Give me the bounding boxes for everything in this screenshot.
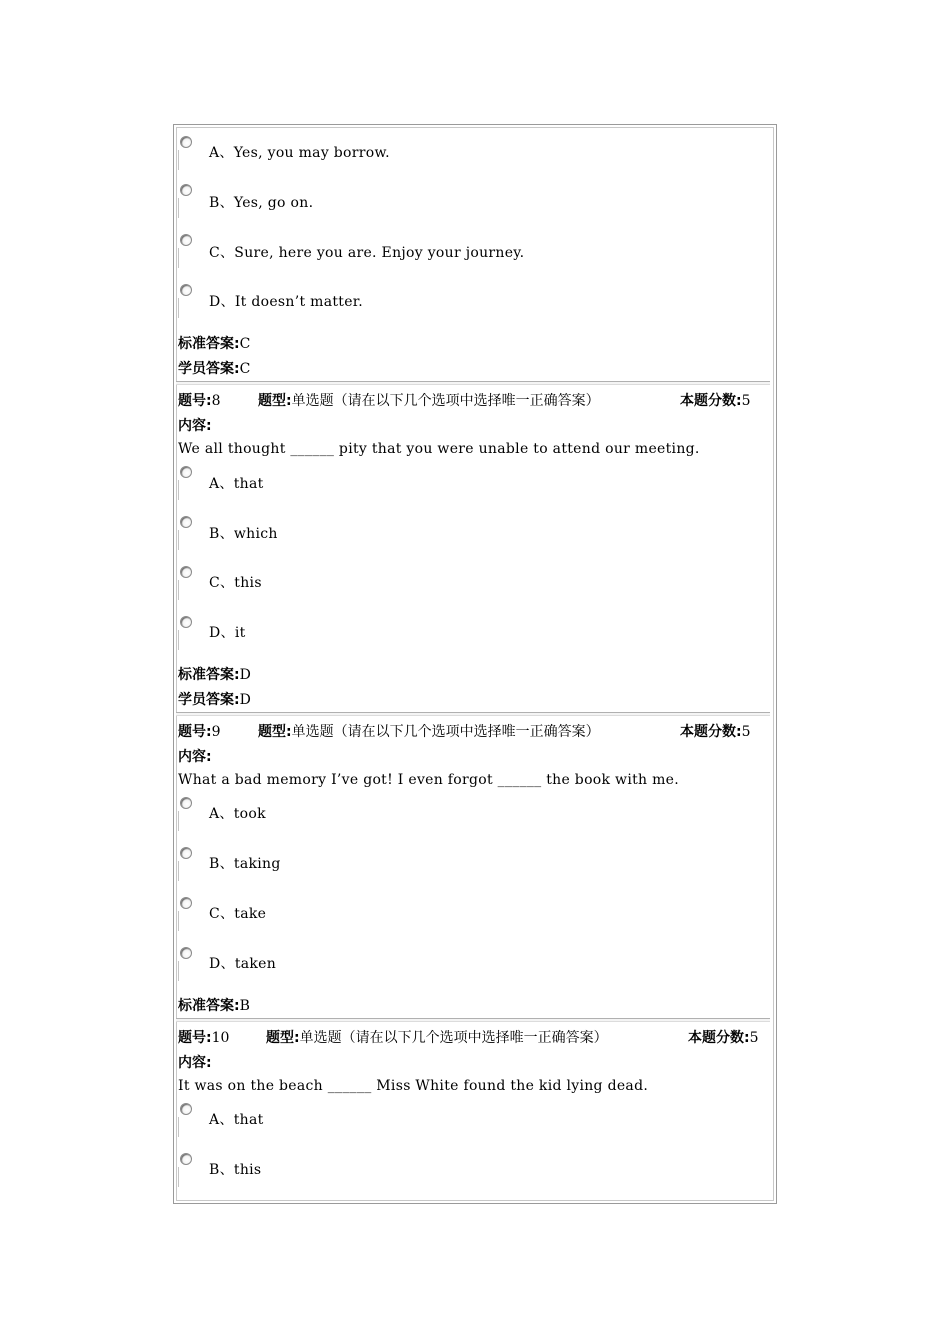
q7-option-d-label: D、It doesn’t matter.	[209, 294, 363, 310]
q10-number-label: 题号:	[178, 1030, 212, 1046]
q9-option-d-rule	[178, 961, 179, 981]
q10-option-b-label: B、this	[209, 1162, 262, 1178]
q9-score-label: 本题分数:	[680, 724, 742, 740]
q8-option-c-label: C、this	[209, 575, 262, 591]
q8-score	[680, 390, 751, 410]
q9-question-stem: What a bad memory I’ve got! I even forgot ______ the book with me.	[178, 772, 680, 788]
q7-standard-answer-label: 标准答案:	[178, 336, 240, 352]
q7-option-d-radio[interactable]	[180, 284, 192, 296]
q8-student-answer-value: D	[239, 692, 251, 708]
q8-number	[178, 390, 221, 410]
separator	[176, 712, 770, 716]
q10-type-value: 单选题（请在以下几个选项中选择唯一正确答案）	[299, 1030, 608, 1046]
q8-option-c-rule	[178, 580, 179, 600]
q10-number	[178, 1027, 229, 1047]
q8-content-label: 内容:	[178, 418, 212, 434]
q7-student-answer-label: 学员答案:	[178, 361, 240, 377]
q8-option-b-rule	[178, 530, 179, 550]
q8-option-d-radio[interactable]	[180, 616, 192, 628]
q9-option-c-label: C、take	[209, 906, 267, 922]
q9-type	[258, 721, 600, 741]
q9-option-d-radio[interactable]	[180, 947, 192, 959]
q7-standard-answer	[178, 333, 250, 353]
q9-standard-answer-label: 标准答案:	[178, 998, 240, 1014]
q8-standard-answer-label: 标准答案:	[178, 667, 240, 683]
q8-score-value: 5	[741, 393, 751, 409]
q10-option-b-radio[interactable]	[180, 1153, 192, 1165]
q9-option-b-label: B、taking	[209, 856, 281, 872]
q8-option-d-label: D、it	[209, 625, 246, 641]
q7-option-b-radio[interactable]	[180, 184, 192, 196]
q8-type	[258, 390, 600, 410]
q7-option-c-rule	[178, 248, 179, 268]
separator	[176, 381, 770, 385]
q9-option-b-radio[interactable]	[180, 847, 192, 859]
q7-option-c-label: C、Sure, here you are. Enjoy your journey.	[209, 245, 525, 261]
q7-student-answer-value: C	[239, 361, 251, 377]
q8-option-a-label: A、that	[209, 476, 264, 492]
q9-standard-answer	[178, 995, 250, 1015]
q10-option-a-rule	[178, 1117, 179, 1137]
q8-option-d-rule	[178, 630, 179, 650]
q8-option-a-rule	[178, 480, 179, 500]
q9-option-b-rule	[178, 861, 179, 881]
q9-option-c-rule	[178, 911, 179, 931]
q8-option-a-radio[interactable]	[180, 466, 192, 478]
q10-score	[688, 1027, 759, 1047]
q9-option-c-radio[interactable]	[180, 897, 192, 909]
q9-option-a-rule	[178, 811, 179, 831]
q10-type	[266, 1027, 608, 1047]
q9-number-label: 题号:	[178, 724, 212, 740]
q7-option-d-rule	[178, 298, 179, 318]
q9-type-value: 单选题（请在以下几个选项中选择唯一正确答案）	[291, 724, 600, 740]
q8-option-b-label: B、which	[209, 526, 278, 542]
q10-option-b-rule	[178, 1167, 179, 1187]
q7-option-a-label: A、Yes, you may borrow.	[209, 145, 390, 161]
q10-question-stem: It was on the beach ______ Miss White found the kid lying dead.	[178, 1078, 649, 1094]
q10-content-label: 内容:	[178, 1055, 212, 1071]
q7-option-a-radio[interactable]	[180, 136, 192, 148]
q9-option-d-label: D、taken	[209, 956, 277, 972]
q10-number-value: 10	[211, 1030, 230, 1046]
q8-type-label: 题型:	[258, 393, 292, 409]
q8-number-label: 题号:	[178, 393, 212, 409]
q8-type-value: 单选题（请在以下几个选项中选择唯一正确答案）	[291, 393, 600, 409]
q10-score-label: 本题分数:	[688, 1030, 750, 1046]
q8-number-value: 8	[211, 393, 221, 409]
q10-type-label: 题型:	[266, 1030, 300, 1046]
q7-option-b-label: B、Yes, go on.	[209, 195, 314, 211]
q10-option-a-label: A、that	[209, 1112, 264, 1128]
q7-option-a-rule	[178, 150, 179, 170]
q10-score-value: 5	[749, 1030, 759, 1046]
q7-option-c-radio[interactable]	[180, 234, 192, 246]
q8-student-answer	[178, 689, 251, 709]
q7-standard-answer-value: C	[239, 336, 251, 352]
q9-standard-answer-value: B	[239, 998, 250, 1014]
q9-type-label: 题型:	[258, 724, 292, 740]
q9-number-value: 9	[211, 724, 221, 740]
q8-standard-answer	[178, 664, 251, 684]
q8-question-stem: We all thought ______ pity that you were unable to attend our meeting.	[178, 441, 700, 457]
q7-student-answer	[178, 358, 250, 378]
q9-score	[680, 721, 751, 741]
q8-student-answer-label: 学员答案:	[178, 692, 240, 708]
q8-option-b-radio[interactable]	[180, 516, 192, 528]
q8-option-c-radio[interactable]	[180, 566, 192, 578]
q9-number	[178, 721, 221, 741]
q10-option-a-radio[interactable]	[180, 1103, 192, 1115]
q8-standard-answer-value: D	[239, 667, 251, 683]
q9-score-value: 5	[741, 724, 751, 740]
q9-content-label: 内容:	[178, 749, 212, 765]
q9-option-a-radio[interactable]	[180, 797, 192, 809]
q7-option-b-rule	[178, 198, 179, 218]
q8-score-label: 本题分数:	[680, 393, 742, 409]
q9-option-a-label: A、took	[209, 806, 266, 822]
separator	[176, 1018, 770, 1022]
